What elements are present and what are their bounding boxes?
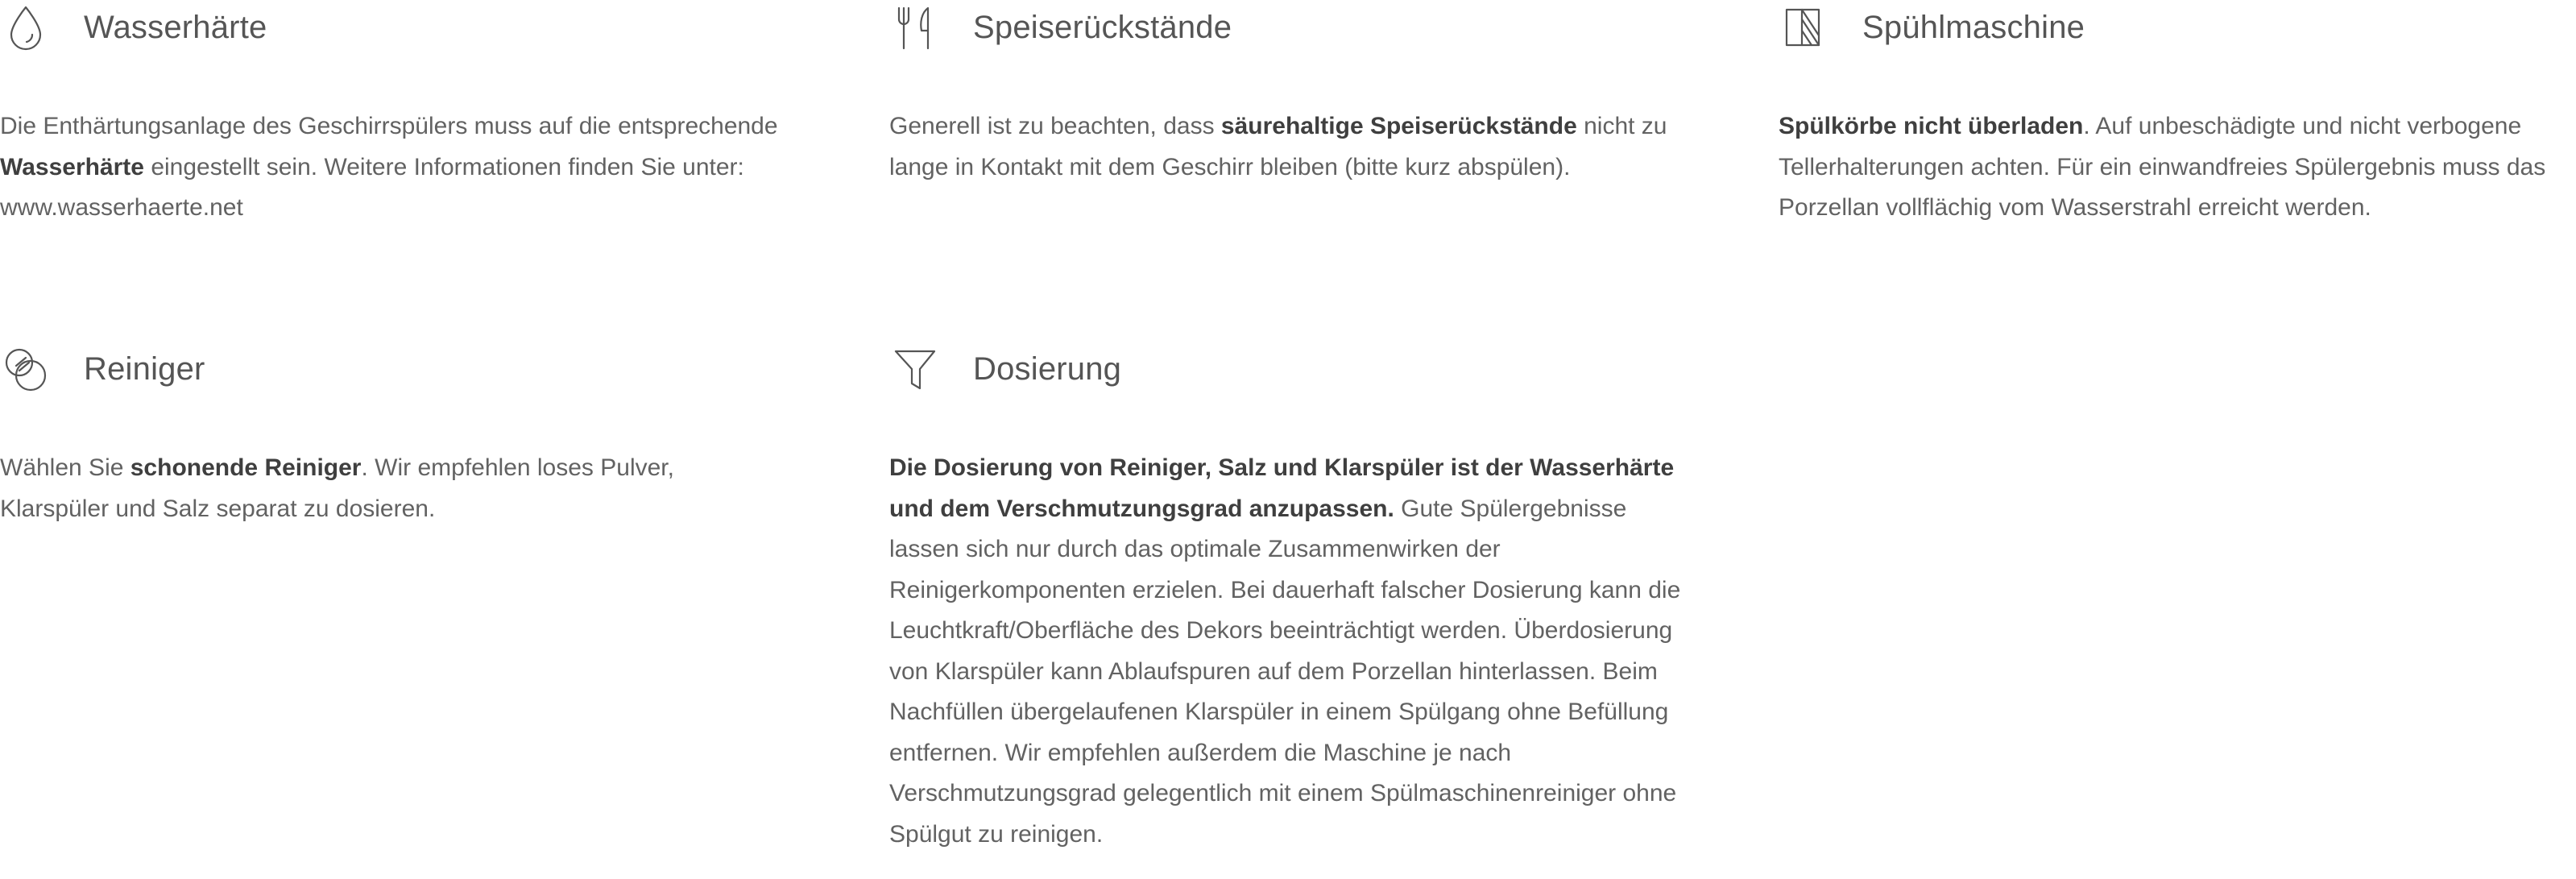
card-title: Dosierung bbox=[973, 350, 1122, 387]
text-segment: eingestellt sein. Weitere Informationen finden Sie unter: www.wasserhaerte.net bbox=[0, 153, 744, 221]
card-header bbox=[889, 342, 1695, 396]
text-segment: nicht zu lange in Kontakt mit dem Geschirr bleiben (bitte kurz abspülen). bbox=[889, 113, 1667, 180]
card-title: Speiserückstände bbox=[973, 9, 1232, 45]
card-title: Wasserhärte bbox=[84, 9, 267, 45]
text-segment-strong: Die Dosierung von Reiniger, Salz und Klarspüler ist der Wasserhärte und dem Verschmutzungsgrad anzupassen. bbox=[889, 454, 1675, 522]
dishwasher-icon bbox=[1780, 3, 1828, 52]
text-segment-strong: Wasserhärte bbox=[0, 153, 144, 180]
text-segment: Die Enthärtungsanlage des Geschirrspülers muss auf die entsprechende bbox=[0, 113, 778, 139]
card-wasserhaerte bbox=[0, 0, 789, 253]
text-segment: . Auf unbeschädigte und nicht verbogene Tellerhalterungen achten. Für ein einwandfreies Spülergebnis muss das Porzellan vollflächig vom Wasserstrahl erreicht werden. bbox=[1779, 113, 2546, 221]
card-reiniger bbox=[0, 342, 789, 554]
card-text bbox=[0, 106, 789, 229]
card-text bbox=[1779, 106, 2576, 229]
detergent-icon bbox=[2, 345, 50, 393]
text-segment: Generell ist zu beachten, dass bbox=[889, 113, 1221, 139]
card-speiserueckstaende bbox=[889, 0, 1695, 212]
fork-knife-icon bbox=[891, 3, 939, 52]
water-drop-icon bbox=[2, 3, 50, 52]
card-text bbox=[0, 448, 789, 529]
card-text bbox=[889, 106, 1695, 188]
text-segment-strong: Spülkörbe nicht überladen bbox=[1779, 113, 2084, 139]
card-dosierung bbox=[889, 342, 1695, 879]
card-header bbox=[1779, 0, 2576, 55]
funnel-icon bbox=[891, 345, 939, 393]
text-segment-strong: säurehaltige Speiserückstände bbox=[1220, 113, 1577, 139]
card-header bbox=[0, 342, 789, 396]
card-text bbox=[889, 448, 1695, 855]
text-segment-strong: schonende Reiniger bbox=[130, 454, 362, 481]
text-segment: Gute Spülergebnisse lassen sich nur durch das optimale Zusammenwirken der Reinigerkomponenten erzielen. Bei dauerhaft falscher Dosierung kann die Leuchtkraft/Oberfläche des Dekors beeinträchtigt werden. Überdosierung von Klarspüler kann Ablaufspuren auf dem Porzellan hinterlassen. Beim Nachfüllen übergelaufenen Klarspüler in einem Spülgang ohne Befüllung entfernen. Wir empfehlen außerdem die Maschine je nach Verschmutzungsgrad gelegentlich mit einem Spülmaschinenreiniger ohne Spülgut zu reinigen. bbox=[889, 495, 1681, 848]
card-title: Reiniger bbox=[84, 350, 205, 387]
text-segment: Wählen Sie bbox=[0, 454, 130, 481]
text-segment: . Wir empfehlen loses Pulver, Klarspüler und Salz separat zu dosieren. bbox=[0, 454, 674, 522]
card-title: Spühlmaschine bbox=[1862, 9, 2085, 45]
card-spuehlmaschine bbox=[1779, 0, 2576, 253]
card-header bbox=[889, 0, 1695, 55]
card-header bbox=[0, 0, 789, 55]
